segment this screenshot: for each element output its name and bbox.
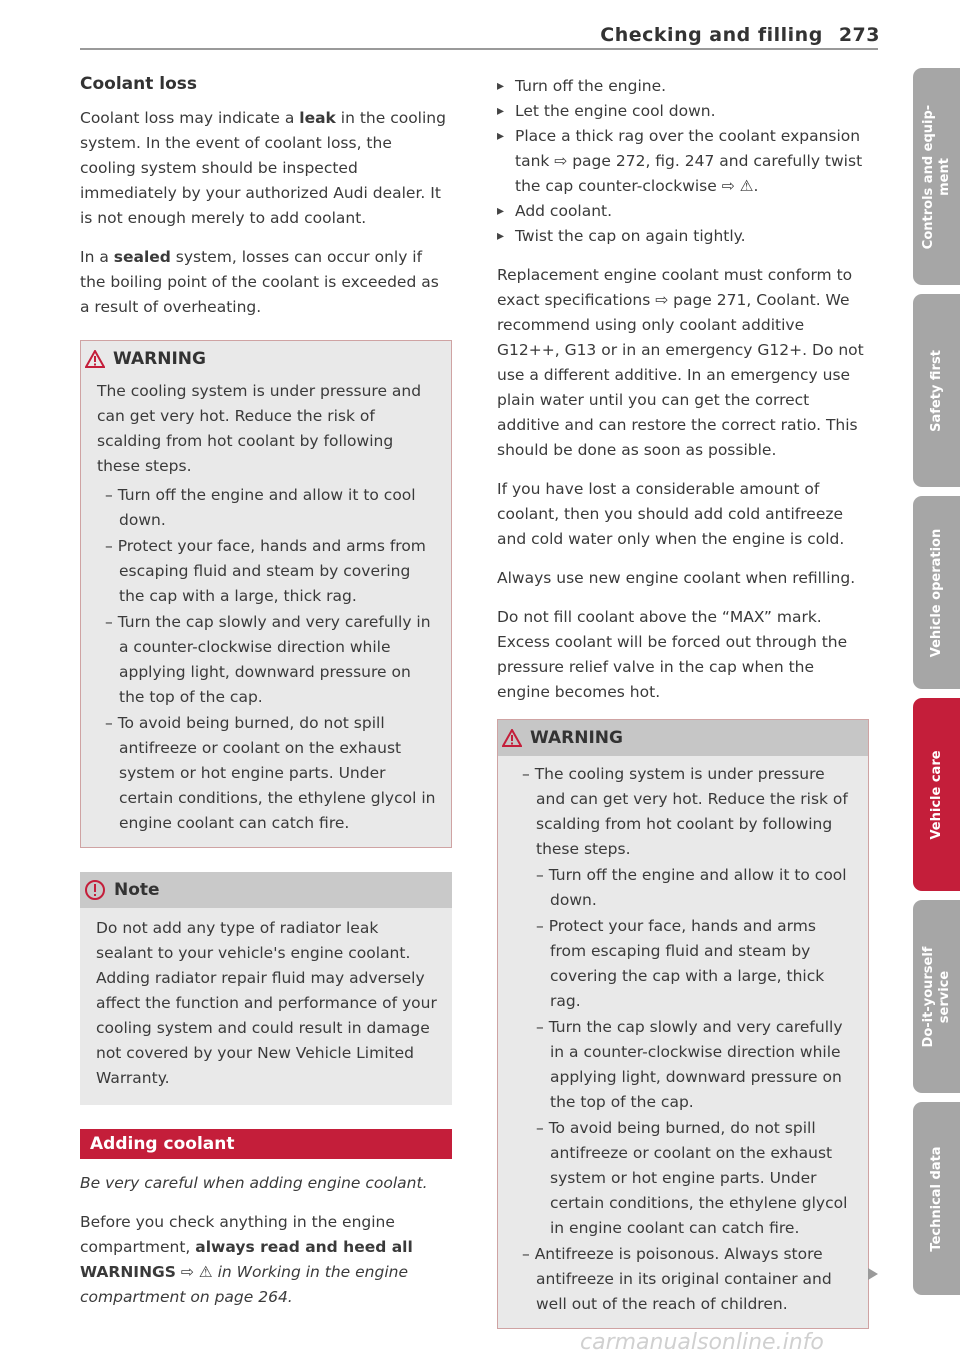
bold-term: leak	[299, 109, 336, 127]
spec-paragraph: Replacement engine coolant must conform to exact specifications ⇨ page 271, Coolant. We recommend using only coolant additive G12++, G13 or in an emergency G12+. Do not use a different additive. In an emergency use plain water until you can get the correct additive and can restore the correct ratio. This should be done as soon as possible.	[497, 266, 864, 459]
header-rule	[80, 48, 878, 50]
side-tab-label: Technical data	[928, 1145, 944, 1252]
bold-term: sealed	[113, 248, 171, 266]
side-tab-technical-data[interactable]	[913, 1102, 960, 1295]
step-item: ▸ Turn off the engine.	[497, 74, 869, 99]
bold-term: always read and heed all WARNINGS	[80, 1238, 413, 1281]
list-item: – Turn the cap slowly and very carefully in a counter-clockwise direction while applying light, downward pressure on the top of the cap.	[97, 610, 437, 710]
warning-list	[97, 483, 437, 836]
warning-header	[81, 341, 451, 377]
list-item: – Protect your face, hands and arms from escaping fluid and steam by covering the cap with a large, thick rag.	[514, 914, 854, 1014]
note-text: Do not add any type of radiator leak sealant to your vehicle's engine coolant. Adding radiator repair fluid may adversely affect the function and performance of your cooling system and could result in damage not covered by your New Vehicle Limited Warranty.	[96, 919, 437, 1087]
info-circle-icon	[84, 879, 106, 901]
adding-coolant-bar: Adding coolant	[80, 1129, 452, 1159]
reference-arrow: ⇨ ⚠	[175, 1263, 218, 1281]
list-item: – Turn off the engine and allow it to cool down.	[514, 863, 854, 913]
adding-coolant-subtitle: Be very careful when adding engine coolant.	[80, 1174, 428, 1192]
text-run: Before you check anything in the engine compartment,	[80, 1213, 395, 1256]
list-item: – Protect your face, hands and arms from escaping fluid and steam by covering the cap with a large, thick rag.	[97, 534, 437, 609]
note-header	[80, 872, 452, 908]
warning-header	[498, 720, 868, 756]
continue-arrow-icon	[866, 1266, 880, 1285]
list-item: – The cooling system is under pressure and can get very hot. Reduce the risk of scalding from hot coolant by following these steps.	[514, 762, 854, 862]
steps-list	[497, 74, 869, 249]
coolant-loss-paragraph-2	[80, 245, 452, 320]
side-tab-vehicle-operation[interactable]	[913, 496, 960, 689]
side-tab-label: Controls and equip- ment	[920, 104, 952, 249]
warning-intro: The cooling system is under pressure and can get very hot. Reduce the risk of scalding from hot coolant by following these steps.	[97, 382, 422, 475]
warning-title: WARNING	[113, 349, 206, 369]
watermark: carmanualsonline.info	[580, 1330, 824, 1355]
warning-triangle-icon	[85, 350, 105, 368]
text-run: in the cooling system. In the event of coolant loss, the cooling system should be inspected immediately by your authorized Audi dealer. It is not enough merely to add coolant.	[80, 109, 446, 227]
text-run: system, losses can occur only if the boiling point of the coolant is exceeded as a result of overheating.	[80, 248, 439, 316]
note-title: Note	[114, 880, 160, 900]
list-item: – Antifreeze is poisonous. Always store antifreeze in its original container and well out of the reach of children.	[514, 1242, 854, 1317]
side-tab-vehicle-care[interactable]	[913, 698, 960, 891]
side-tab-do-it-yourself[interactable]	[913, 900, 960, 1093]
side-tab-safety[interactable]	[913, 294, 960, 487]
side-tab-label: Safety first	[928, 349, 944, 432]
step-item: ▸ Twist the cap on again tightly.	[497, 224, 869, 249]
section-title: Checking and filling	[600, 24, 823, 46]
warning-list	[514, 762, 854, 1317]
lost-coolant-paragraph: If you have lost a considerable amount of coolant, then you should add cold antifreeze and cold water only when the engine is cold.	[497, 480, 845, 548]
adding-coolant-paragraph	[80, 1210, 452, 1310]
page-number: 273	[838, 24, 880, 46]
page-header	[600, 24, 880, 46]
note-box	[80, 872, 452, 1105]
step-item: ▸ Place a thick rag over the coolant expansion tank ⇨ page 272, fig. 247 and carefully twist the cap counter-clockwise ⇨ ⚠.	[497, 124, 869, 199]
side-tab-label: Do-it-yourself service	[920, 946, 952, 1047]
step-item: ▸ Add coolant.	[497, 199, 869, 224]
step-item: ▸ Let the engine cool down.	[497, 99, 869, 124]
side-tab-label: Vehicle operation	[928, 528, 944, 657]
side-tab-label: Vehicle care	[928, 749, 944, 840]
new-coolant-paragraph: Always use new engine coolant when refilling.	[497, 569, 856, 587]
list-item: – To avoid being burned, do not spill antifreeze or coolant on the exhaust system or hot engine parts. Under certain conditions, the ethylene glycol in engine coolant can catch fire.	[514, 1116, 854, 1241]
text-run: Coolant loss may indicate a	[80, 109, 300, 127]
right-column	[497, 74, 869, 1353]
warning-box-right	[497, 719, 869, 1329]
list-item: – Turn the cap slowly and very carefully in a counter-clockwise direction while applying light, downward pressure on the top of the cap.	[514, 1015, 854, 1115]
cross-reference-link[interactable]: in Working in the engine compartment on page 264.	[80, 1263, 409, 1306]
text-run: In a	[80, 248, 114, 266]
coolant-loss-heading: Coolant loss	[80, 74, 198, 94]
left-column	[80, 74, 452, 1324]
side-tab-controls[interactable]	[913, 68, 960, 285]
list-item: – Turn off the engine and allow it to cool down.	[97, 483, 437, 533]
coolant-loss-paragraph-1	[80, 106, 452, 231]
warning-triangle-icon	[502, 729, 522, 747]
warning-box-left	[80, 340, 452, 848]
warning-title: WARNING	[530, 728, 623, 748]
list-item: – To avoid being burned, do not spill antifreeze or coolant on the exhaust system or hot engine parts. Under certain conditions, the ethylene glycol in engine coolant can catch fire.	[97, 711, 437, 836]
max-mark-paragraph: Do not fill coolant above the “MAX” mark. Excess coolant will be forced out through the pressure relief valve in the cap when the engine becomes hot.	[497, 608, 848, 701]
